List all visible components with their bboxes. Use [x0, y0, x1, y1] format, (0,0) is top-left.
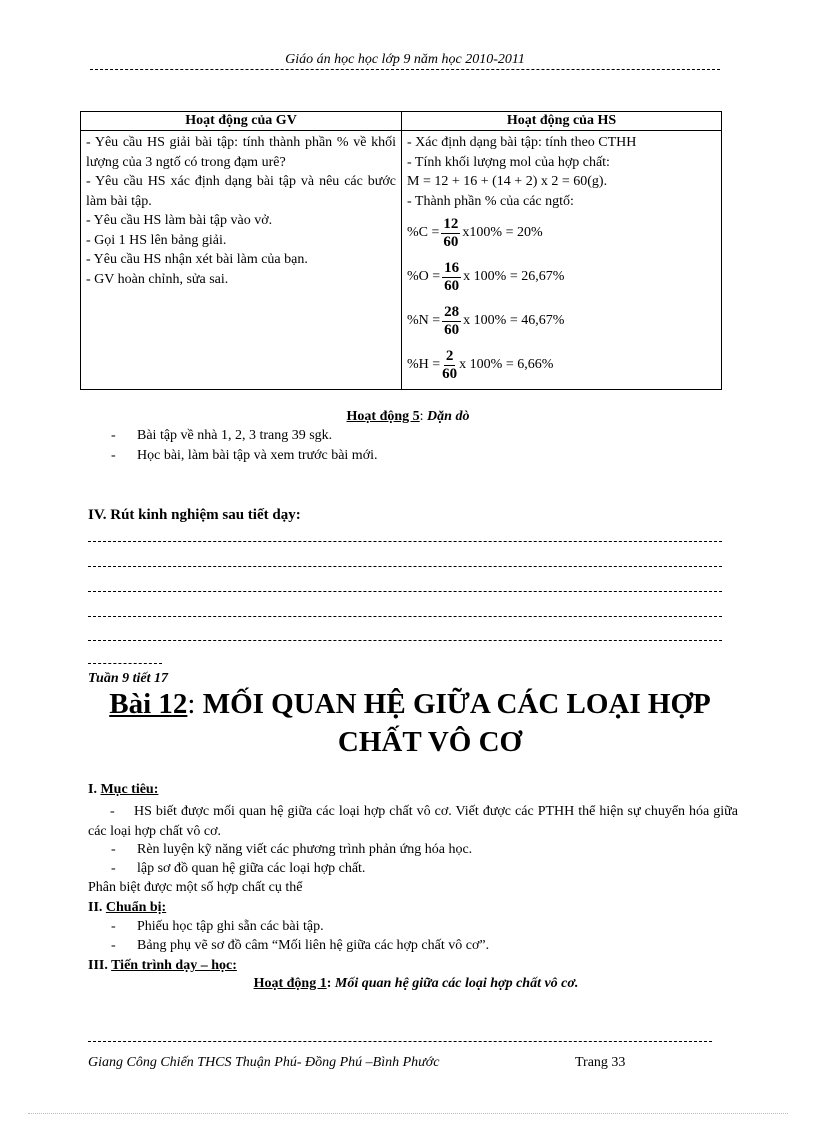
column-header-gv: Hoạt động của GV: [81, 112, 402, 131]
gv-cell: [81, 131, 402, 390]
note-line-short: [88, 663, 162, 664]
formula-row: [407, 211, 716, 255]
fraction: [441, 216, 460, 251]
formula-lhs: %N =: [407, 313, 441, 328]
hs-line: M = 12 + 16 + (14 + 2) x 2 = 60(g).: [407, 174, 608, 189]
numerator: 16: [444, 259, 460, 276]
gv-line: - GV hoàn chỉnh, sửa sai.: [86, 271, 229, 287]
list-item-text: HS biết được mối quan hệ giữa các loại hợp chất vô cơ. Viết được các PTHH thể hiện sự chuyển hóa giữa các loại hợp chất vô cơ.: [88, 804, 738, 839]
list-item-text: lập sơ đồ quan hệ giữa các loại hợp chất.: [137, 861, 366, 876]
numerator: 12: [443, 215, 459, 232]
note-line: [88, 616, 722, 617]
numerator: 28: [444, 303, 460, 320]
objectives-extra: Phân biệt được một số hợp chất cụ thể: [88, 880, 303, 895]
list-item: - HS biết được mối quan hệ giữa các loại hợp chất vô cơ. Viết được các PTHH thể hiện sự chuyển hóa giữa các loại hợp chất vô cơ.: [88, 804, 738, 839]
hs-line: - Xác định dạng bài tập: tính theo CTHH: [407, 135, 637, 150]
gv-line: - Yêu cầu HS giải bài tập: tính thành phần % về khối lượng của 3 ngtố có trong đạm urê?: [86, 135, 396, 170]
list-item: - Bài tập về nhà 1, 2, 3 trang 39 sgk.: [111, 428, 333, 443]
preparation-prefix: II.: [88, 900, 106, 915]
activity1-label: Hoạt động 1: [253, 976, 327, 991]
activity1-sep: :: [326, 976, 335, 991]
list-item: - Phiếu học tập ghi sẵn các bài tập.: [111, 919, 324, 934]
process-heading: [88, 958, 237, 974]
note-line: [88, 541, 722, 542]
lesson-number: Bài 12: [109, 688, 188, 720]
note-line: [88, 640, 722, 641]
formula-rhs: x 100% = 46,67%: [463, 313, 565, 328]
formula-row: [407, 343, 716, 387]
footer-author: Giang Công Chiến THCS Thuận Phú- Đồng Phú –Bình Phước: [88, 1055, 440, 1070]
activity1-heading: [88, 976, 744, 992]
header-divider: [90, 69, 720, 70]
formula-rhs: x100% = 20%: [462, 225, 543, 240]
denominator: 60: [443, 233, 459, 250]
list-item: - Bảng phụ vẽ sơ đồ câm “Mối liên hệ giữa các hợp chất vô cơ”.: [111, 938, 490, 953]
preparation-heading: [88, 900, 166, 916]
activity5-sep: :: [419, 409, 428, 424]
column-header-hs: Hoạt động của HS: [402, 112, 722, 131]
note-line: [88, 591, 722, 592]
gv-line: - Yêu cầu HS làm bài tập vào vở.: [86, 213, 273, 228]
table-header-row: [81, 112, 722, 131]
formula-lhs: %O =: [407, 269, 441, 284]
page-header: Giáo án học học lớp 9 năm học 2010-2011: [285, 52, 525, 67]
week-label: Tuần 9 tiết 17: [88, 671, 168, 686]
formula-lhs: %C =: [407, 225, 440, 240]
list-item-text: Rèn luyện kỹ năng viết các phương trình phản ứng hóa học.: [137, 842, 473, 857]
denominator: 60: [442, 365, 458, 382]
section4-title: IV. Rút kinh nghiệm sau tiết dạy:: [88, 507, 301, 523]
denominator: 60: [444, 277, 460, 294]
list-item-text: Học bài, làm bài tập và xem trước bài mới.: [137, 448, 378, 463]
list-item-text: Phiếu học tập ghi sẵn các bài tập.: [137, 919, 324, 934]
formula-row: [407, 255, 716, 299]
activity1-name: Mối quan hệ giữa các loại hợp chất vô cơ.: [334, 976, 579, 991]
hs-cell: [402, 131, 722, 390]
list-item-text: Bảng phụ vẽ sơ đồ câm “Mối liên hệ giữa các hợp chất vô cơ”.: [137, 938, 490, 953]
page-number: Trang 33: [575, 1055, 626, 1070]
hs-line: - Thành phần % của các ngtố:: [407, 193, 574, 209]
formula-rhs: x 100% = 26,67%: [463, 269, 565, 284]
numerator: 2: [445, 347, 454, 364]
list-item-text: Bài tập về nhà 1, 2, 3 trang 39 sgk.: [137, 428, 333, 443]
gv-line: - Yêu cầu HS xác định dạng bài tập và nêu các bước làm bài tập.: [86, 174, 396, 209]
lesson-title-line2: CHẤT VÔ CƠ: [337, 726, 523, 758]
table-row: [81, 131, 722, 390]
lesson-sep: :: [187, 688, 203, 720]
gv-line: - Yêu cầu HS nhận xét bài làm của bạn.: [86, 252, 308, 267]
fraction: [442, 260, 461, 295]
denominator: 60: [444, 321, 460, 338]
formula-row: [407, 299, 716, 343]
process-prefix: III.: [88, 958, 112, 973]
fraction: [442, 304, 461, 339]
note-line: [88, 566, 722, 567]
preparation-title: Chuẩn bị:: [105, 900, 167, 915]
page-edge: [28, 1113, 788, 1114]
activity5-heading: [80, 409, 736, 425]
activity-table: [80, 111, 722, 390]
activity5-name: Dặn dò: [427, 409, 470, 424]
objectives-prefix: I.: [88, 782, 101, 797]
footer-divider: [88, 1041, 712, 1042]
process-title: Tiến trình dạy – học:: [111, 958, 237, 973]
formula-lhs: %H =: [407, 357, 441, 372]
lesson-title: [90, 688, 730, 721]
fraction: [442, 348, 457, 383]
objectives-title: Mục tiêu:: [100, 782, 159, 797]
lesson-title-line1: MỐI QUAN HỆ GIỮA CÁC LOẠI HỢP: [202, 688, 711, 720]
list-item: - Học bài, làm bài tập và xem trước bài mới.: [111, 448, 378, 463]
activity5-label: Hoạt động 5: [346, 409, 420, 424]
list-item: - lập sơ đồ quan hệ giữa các loại hợp chất.: [111, 861, 366, 876]
gv-line: - Gọi 1 HS lên bảng giải.: [86, 232, 227, 248]
hs-line: - Tính khối lượng mol của hợp chất:: [407, 154, 610, 170]
objectives-heading: [88, 782, 158, 798]
list-item: - Rèn luyện kỹ năng viết các phương trình phản ứng hóa học.: [111, 842, 473, 857]
formula-rhs: x 100% = 6,66%: [459, 357, 554, 372]
